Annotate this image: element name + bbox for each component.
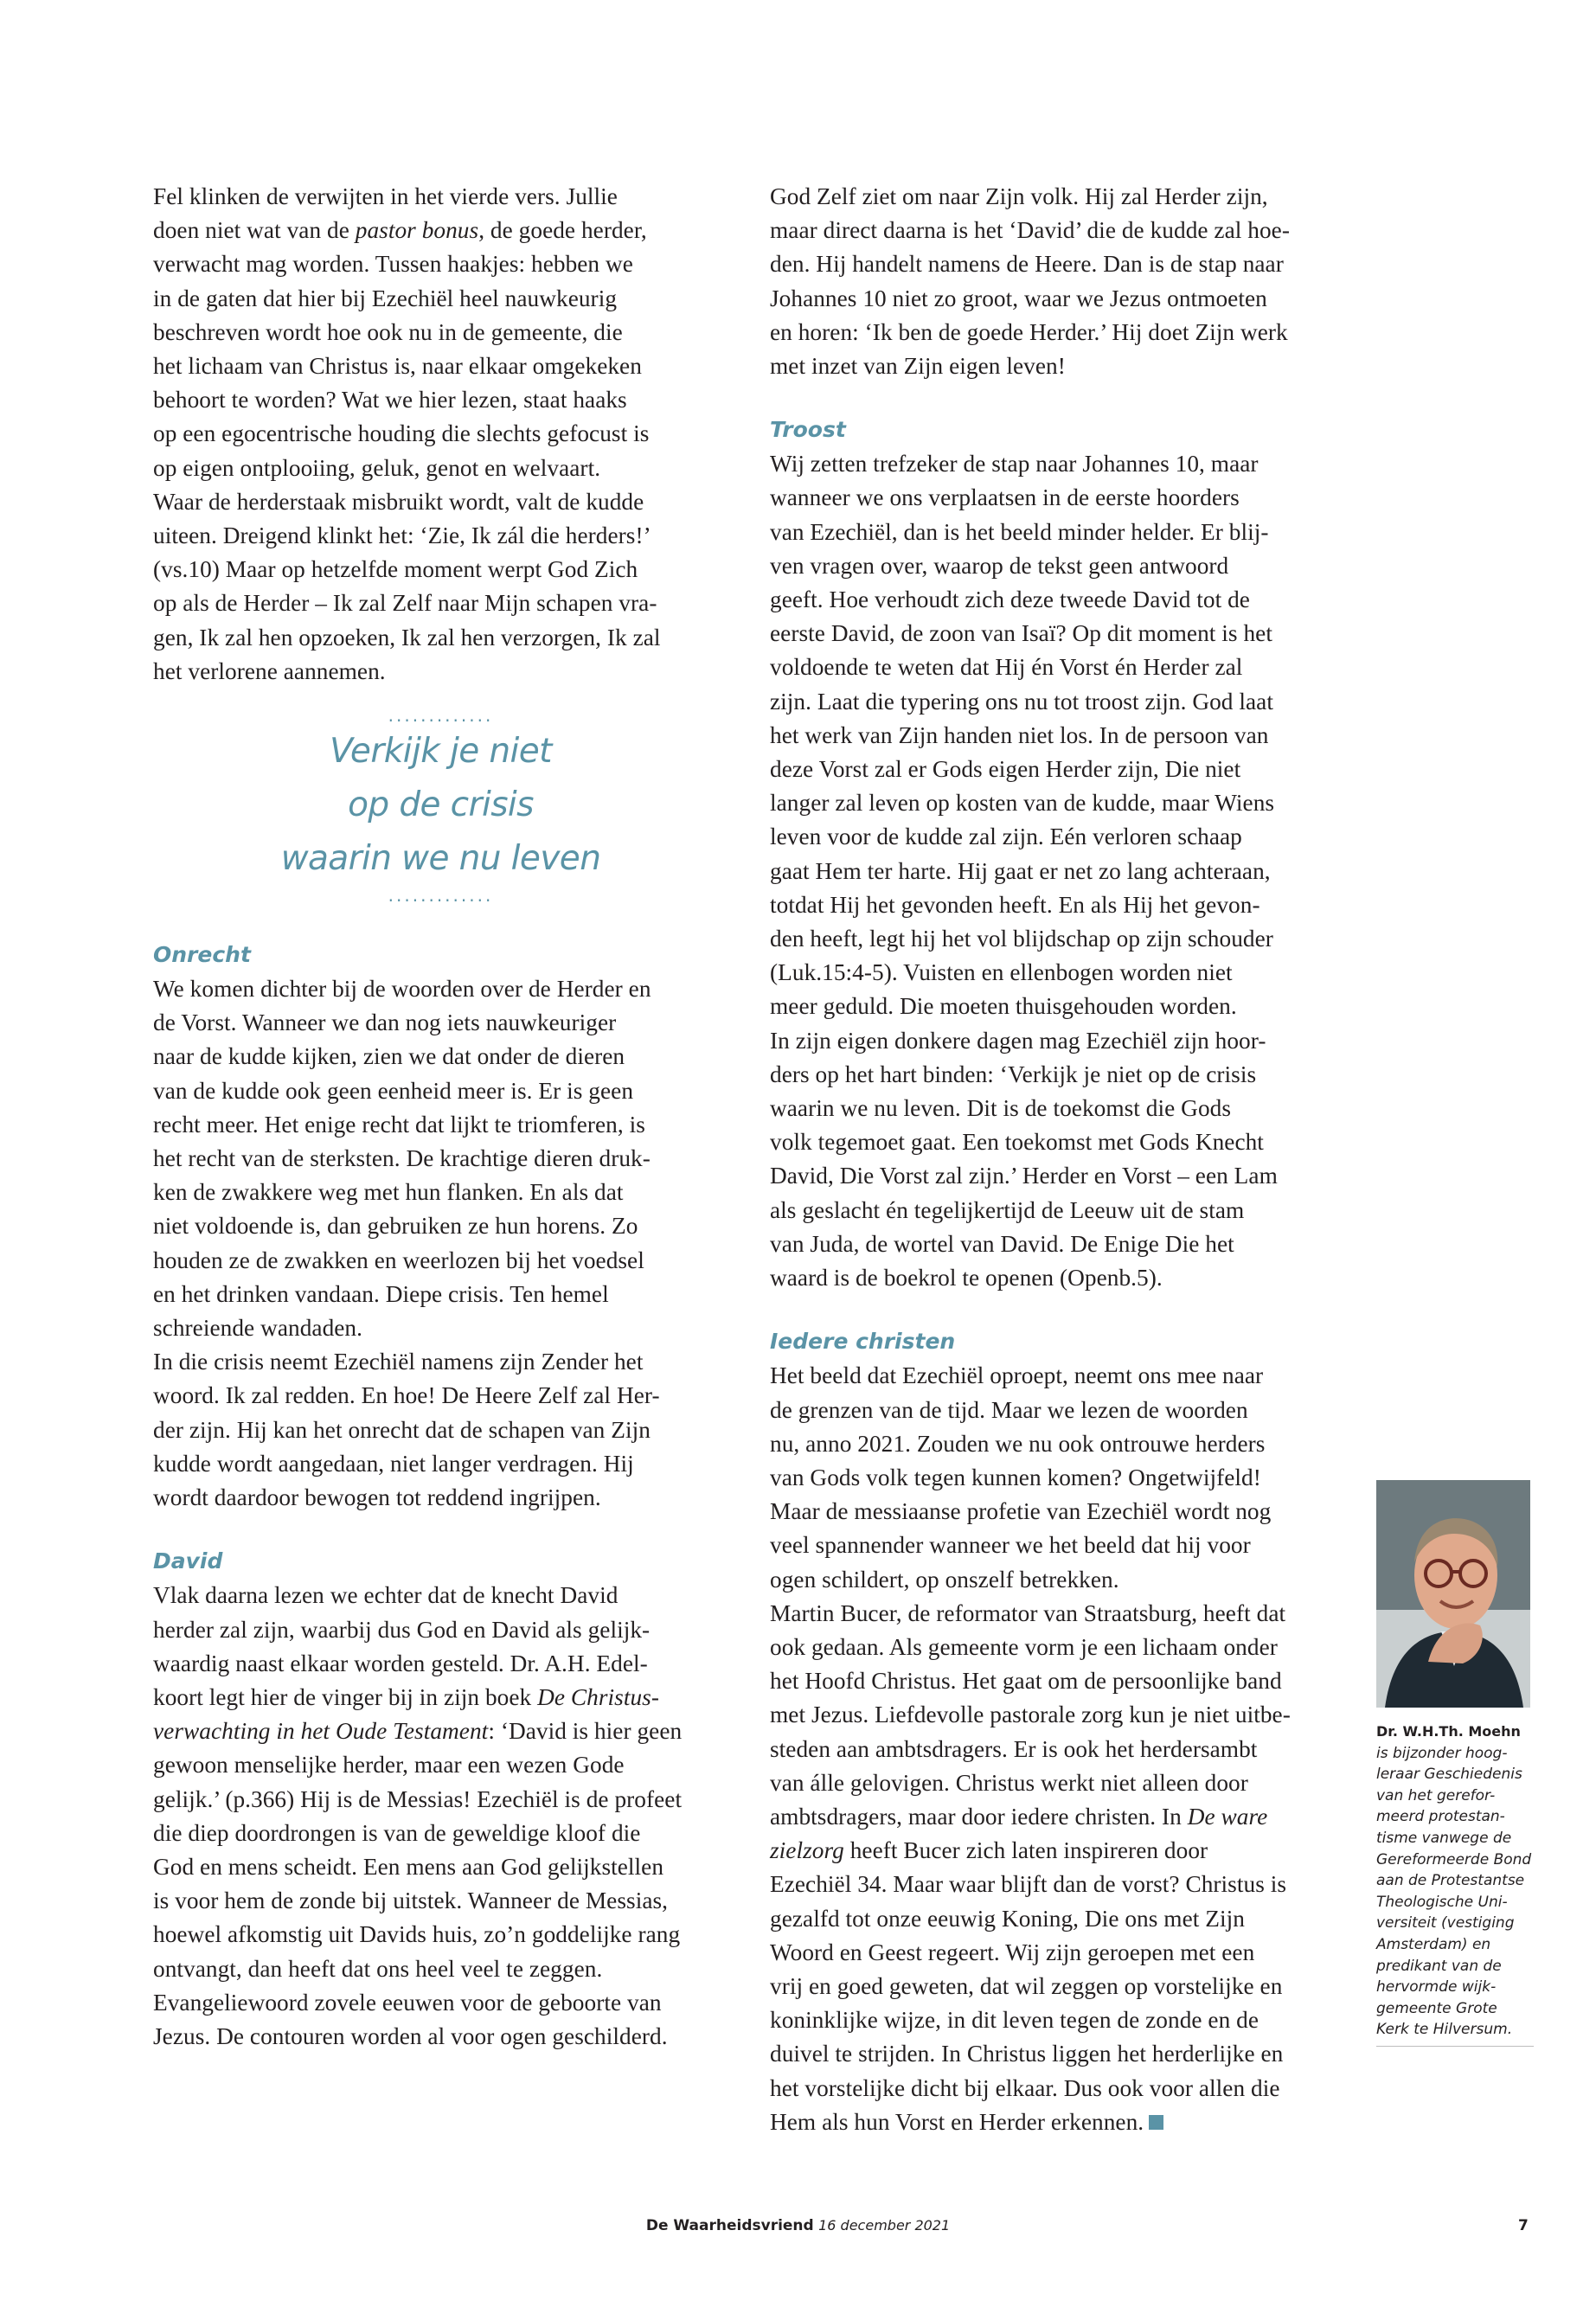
text-line: verwachting in het Oude Testament: ‘David is hier geen [153, 1718, 683, 1745]
text-line: het recht van de sterksten. De krachtige dieren druk- [153, 1145, 651, 1172]
end-of-article-square-icon [1149, 2115, 1163, 2130]
text-line: wanneer we ons verplaatsen in de eerste hoorders [770, 484, 1240, 511]
text-line: voldoende te weten dat Hij én Vorst én Herder zal [770, 654, 1243, 681]
text-line: duivel te strijden. In Christus liggen het herderlijke en [770, 2041, 1284, 2067]
paragraph [153, 1579, 728, 2054]
text-line: en het drinken vandaan. Diepe crisis. Ten hemel [153, 1280, 609, 1307]
text-line: David, Die Vorst zal zijn.’ Herder en Vorst – een Lam [770, 1163, 1278, 1189]
text-line: geeft. Hoe verhoudt zich deze tweede David tot de [770, 586, 1250, 613]
text-line: waarin we nu leven. Dit is de toekomst die Gods [770, 1095, 1232, 1122]
text-line: We komen dichter bij de woorden over de Herder en [153, 976, 651, 1003]
text-line: Ezechiël 34. Maar waar blijft dan de vorst? Christus is [770, 1871, 1287, 1898]
author-bio-line: Amsterdam) en [1376, 1935, 1491, 1953]
text-line: recht meer. Het enige recht dat lijkt te triomferen, is [153, 1111, 645, 1138]
pull-quote-line: waarin we nu leven [280, 839, 601, 879]
text-line: en horen: ‘Ik ben de goede Herder.’ Hij doet Zijn werk [770, 318, 1288, 345]
text-line: Maar de messiaanse profetie van Ezechiël wordt nog [770, 1498, 1272, 1525]
text-line: de grenzen van de tijd. Maar we lezen de woorden [770, 1396, 1248, 1423]
text-line: Johannes 10 niet zo groot, waar we Jezus ontmoeten [770, 285, 1267, 311]
text-line: den heeft, legt hij het vol blijdschap op zijn schouder [770, 926, 1273, 952]
text-line: behoort te worden? Wat we hier lezen, staat haaks [153, 387, 627, 413]
text-line: ambtsdragers, maar door iedere christen. In De ware [770, 1803, 1268, 1830]
text-line: op eigen ontplooiing, geluk, genot en welvaart. [153, 454, 601, 481]
text-line: steden aan ambtsdragers. Er is ook het herdersambt [770, 1735, 1258, 1762]
pull-quote-line: Verkijk je niet [330, 732, 552, 772]
intro-text [153, 180, 728, 689]
text-line: verwacht mag worden. Tussen haakjes: hebben we [153, 251, 633, 278]
author-bio-line: van het gerefor- [1376, 1786, 1496, 1804]
pull-quote-dots-top: ............. [388, 705, 494, 727]
text-line: koninklijke wijze, in dit leven tegen de zonde en de [770, 2007, 1259, 2034]
section-heading-troost: Troost [770, 417, 846, 443]
text-line: beschreven wordt hoe ook nu in de gemeente, die [153, 318, 623, 345]
text-line: ontvangt, dan heeft dat ons heel veel te zeggen. [153, 1955, 603, 1982]
text-line: langer zal leven op kosten van de kudde, maar Wiens [770, 790, 1275, 817]
iedere-christen-text [770, 1359, 1345, 2139]
text-line: Waar de herderstaak misbruikt wordt, valt de kudde [153, 488, 644, 515]
text-line: van álle gelovigen. Christus werkt niet alleen door [770, 1769, 1248, 1796]
text-line: gelijk.’ (p.366) Hij is de Messias! Ezechiël is de profeet [153, 1785, 683, 1812]
text-line: In zijn eigen donkere dagen mag Ezechiël zijn hoor- [770, 1027, 1266, 1054]
publication-date: 16 december 2021 [818, 2217, 951, 2234]
onrecht-text [153, 972, 728, 1515]
text-line: nu, anno 2021. Zouden we nu ook ontrouwe herders [770, 1430, 1266, 1457]
text-line: deze Vorst zal er Gods eigen Herder zijn, Die niet [770, 756, 1241, 783]
paragraph [770, 180, 1345, 383]
text-line: totdat Hij het gevonden heeft. En als Hij het gevon- [770, 891, 1260, 918]
text-line: koort legt hier de vinger bij in zijn boek De Christus- [153, 1683, 659, 1710]
footer-publication-line [0, 2217, 1596, 2234]
author-bio-line: Kerk te Hilversum. [1376, 2021, 1513, 2039]
troost-text [770, 447, 1345, 1295]
text-line: vrij en goed geweten, dat wil zeggen op vorstelijke en [770, 1972, 1283, 1999]
text-line: Vlak daarna lezen we echter dat de knecht David [153, 1582, 619, 1609]
italic-title: De ware [1187, 1803, 1268, 1830]
text-line: God en mens scheidt. Een mens aan God gelijkstellen [153, 1853, 664, 1880]
right-intro-text [770, 180, 1345, 383]
text-line: Het beeld dat Ezechiël oproept, neemt ons mee naar [770, 1362, 1264, 1389]
text-line: volk tegemoet gaat. Een toekomst met Gods Knecht [770, 1129, 1264, 1156]
author-caption [1376, 1721, 1534, 2047]
text-line: zielzorg heeft Bucer zich laten inspireren door [770, 1837, 1208, 1864]
text-line: doen niet wat van de pastor bonus, de goede herder, [153, 217, 647, 244]
author-bio-line: hervormde wijk- [1376, 1978, 1497, 1997]
pull-quote-dots-bottom: ............. [388, 885, 494, 907]
text-line: op als de Herder – Ik zal Zelf naar Mijn schapen vra- [153, 590, 657, 617]
text-line: op een egocentrische houding die slechts gefocust is [153, 420, 650, 447]
paragraph [153, 180, 728, 689]
author-bio-line: leraar Geschiedenis [1376, 1766, 1522, 1784]
text-line: (Luk.15:4-5). Vuisten en ellenbogen worden niet [770, 959, 1233, 986]
text-line: waardig naast elkaar worden gesteld. Dr. A.H. Edel- [153, 1650, 648, 1676]
caption-divider [1376, 2046, 1534, 2047]
paragraph [153, 972, 728, 1515]
text-line: Hem als hun Vorst en Herder erkennen. [770, 2106, 1345, 2139]
text-line: veel spannender wanneer we het beeld dat hij voor [770, 1532, 1251, 1559]
section-heading-onrecht: Onrecht [153, 942, 251, 968]
text-line: het werk van Zijn handen niet los. In de persoon van [770, 721, 1269, 748]
text-line: het Hoofd Christus. Het gaat om de persoonlijke band [770, 1668, 1282, 1695]
text-line: zijn. Laat die typering ons nu tot troost zijn. God laat [770, 688, 1273, 715]
text-line: niet voldoende is, dan gebruiken ze hun horens. Zo [153, 1213, 638, 1240]
author-bio-line: predikant van de [1376, 1957, 1502, 1975]
text-line: Evangeliewoord zovele eeuwen voor de geboorte van [153, 1989, 662, 2016]
pull-quote [153, 706, 728, 905]
italic-title: pastor bonus [355, 217, 479, 244]
text-line: ook gedaan. Als gemeente vorm je een lichaam onder [770, 1633, 1278, 1660]
author-bio-line: is bijzonder hoog- [1376, 1744, 1508, 1762]
author-bio-line: aan de Protestantse [1376, 1872, 1525, 1890]
paragraph [770, 447, 1345, 1295]
text-line: gewoon menselijke herder, maar een wezen Gode [153, 1752, 625, 1779]
text-line: woord. Ik zal redden. En hoe! De Heere Zelf zal Her- [153, 1382, 660, 1409]
author-name: Dr. W.H.Th. Moehn [1376, 1723, 1521, 1740]
text-line: uiteen. Dreigend klinkt het: ‘Zie, Ik zál die herders!’ [153, 522, 651, 549]
text-line: Martin Bucer, de reformator van Straatsburg, heeft dat [770, 1599, 1286, 1626]
author-portrait-illustration [1376, 1480, 1530, 1708]
text-line: het lichaam van Christus is, naar elkaar omgekeken [153, 353, 642, 380]
text-line: met inzet van Zijn eigen leven! [770, 353, 1066, 380]
italic-title: De Christus- [537, 1683, 659, 1710]
text-line: gaat Hem ter harte. Hij gaat er net zo lang achteraan, [770, 857, 1271, 884]
paragraph [770, 1359, 1345, 2139]
text-line: van Gods volk tegen kunnen komen? Ongetwijfeld! [770, 1464, 1261, 1490]
text-line: hoewel afkomstig uit Davids huis, zo’n goddelijke rang [153, 1921, 681, 1948]
text-line: van Juda, de wortel van David. De Enige Die het [770, 1230, 1234, 1257]
left-column [153, 180, 728, 2054]
text-line: kudde wordt aangedaan, niet langer verdragen. Hij [153, 1450, 634, 1477]
text-line: met Jezus. Liefdevolle pastorale zorg kun je niet uitbe- [770, 1702, 1291, 1728]
text-line: herder zal zijn, waarbij dus God en David als gelijk- [153, 1616, 651, 1643]
text-line: wordt daardoor bewogen tot reddend ingrijpen. [153, 1484, 601, 1511]
author-bio [1376, 1743, 1534, 2041]
italic-title: zielzorg [770, 1837, 844, 1864]
text-line: als geslacht én tegelijkertijd de Leeuw uit de stam [770, 1196, 1245, 1223]
text-line: waard is de boekrol te openen (Openb.5). [770, 1265, 1163, 1292]
text-line: Jezus. De contouren worden al voor ogen geschilderd. [153, 2022, 668, 2049]
author-bio-line: tisme vanwege de [1376, 1829, 1512, 1847]
section-heading-iedere-christen: Iedere christen [770, 1329, 956, 1355]
david-text [153, 1579, 728, 2054]
text-line: (vs.10) Maar op hetzelfde moment werpt God Zich [153, 556, 638, 583]
text-line: houden ze de zwakken en weerlozen bij het voedsel [153, 1247, 644, 1273]
pull-quote-line: op de crisis [348, 785, 534, 825]
text-line: eerste David, de zoon van Isaï? Op dit moment is het [770, 620, 1272, 647]
page-number: 7 [1518, 2217, 1529, 2234]
text-line: den. Hij handelt namens de Heere. Dan is de stap naar [770, 251, 1284, 278]
text-line: ken de zwakkere weg met hun flanken. En als dat [153, 1179, 624, 1206]
text-line: ders op het hart binden: ‘Verkijk je niet op de crisis [770, 1061, 1257, 1087]
text-line: maar direct daarna is het ‘David’ die de kudde zal hoe- [770, 217, 1290, 244]
text-line: schreiende wandaden. [153, 1315, 363, 1342]
text-line: het vorstelijke dicht bij elkaar. Dus ook voor allen die [770, 2074, 1280, 2101]
text-line: der zijn. Hij kan het onrecht dat de schapen van Zijn [153, 1416, 651, 1443]
text-line: Wij zetten trefzeker de stap naar Johannes 10, maar [770, 451, 1259, 478]
author-bio-line: Gereformeerde Bond [1376, 1850, 1532, 1868]
text-line: ven vragen over, waarop de tekst geen antwoord [770, 552, 1229, 579]
text-line: leven voor de kudde zal zijn. Eén verloren schaap [770, 824, 1242, 850]
author-bio-line: versiteit (vestiging [1376, 1914, 1515, 1932]
text-line: de Vorst. Wanneer we dan nog iets nauwkeuriger [153, 1009, 617, 1036]
text-line: in de gaten dat hier bij Ezechiël heel nauwkeurig [153, 285, 618, 311]
text-line: naar de kudde kijken, zien we dat onder de dieren [153, 1043, 625, 1070]
text-line: gezalfd tot onze eeuwig Koning, Die ons met Zijn [770, 1905, 1245, 1932]
text-line: In die crisis neemt Ezechiël namens zijn Zender het [153, 1349, 644, 1375]
text-line: Fel klinken de verwijten in het vierde vers. Jullie [153, 183, 618, 209]
italic-title: verwachting in het Oude Testament [153, 1718, 489, 1745]
author-photo [1376, 1480, 1530, 1708]
text-line: ogen schildert, op onszelf betrekken. [770, 1566, 1119, 1593]
text-line: Woord en Geest regeert. Wij zijn geroepen met een [770, 1939, 1255, 1965]
author-bio-line: Theologische Uni- [1376, 1893, 1508, 1911]
author-bio-line: meerd protestan- [1376, 1808, 1505, 1826]
text-line: is voor hem de zonde bij uitstek. Wanneer de Messias, [153, 1888, 669, 1914]
right-column [770, 180, 1345, 2139]
text-line: die diep doordrongen is van de geweldige kloof die [153, 1819, 641, 1846]
text-line: meer geduld. Die moeten thuisgehouden worden. [770, 993, 1237, 1020]
text-line: God Zelf ziet om naar Zijn volk. Hij zal Herder zijn, [770, 183, 1268, 209]
section-heading-david: David [153, 1548, 223, 1574]
text-line: van de kudde ook geen eenheid meer is. Er is geen [153, 1077, 634, 1104]
publication-name: De Waarheidsvriend [645, 2217, 814, 2234]
text-line: gen, Ik zal hen opzoeken, Ik zal hen verzorgen, Ik zal [153, 624, 661, 651]
text-line: van Ezechiël, dan is het beeld minder helder. Er blij- [770, 518, 1269, 545]
text-line: het verlorene aannemen. [153, 657, 386, 684]
author-bio-line: gemeente Grote [1376, 1999, 1497, 2017]
